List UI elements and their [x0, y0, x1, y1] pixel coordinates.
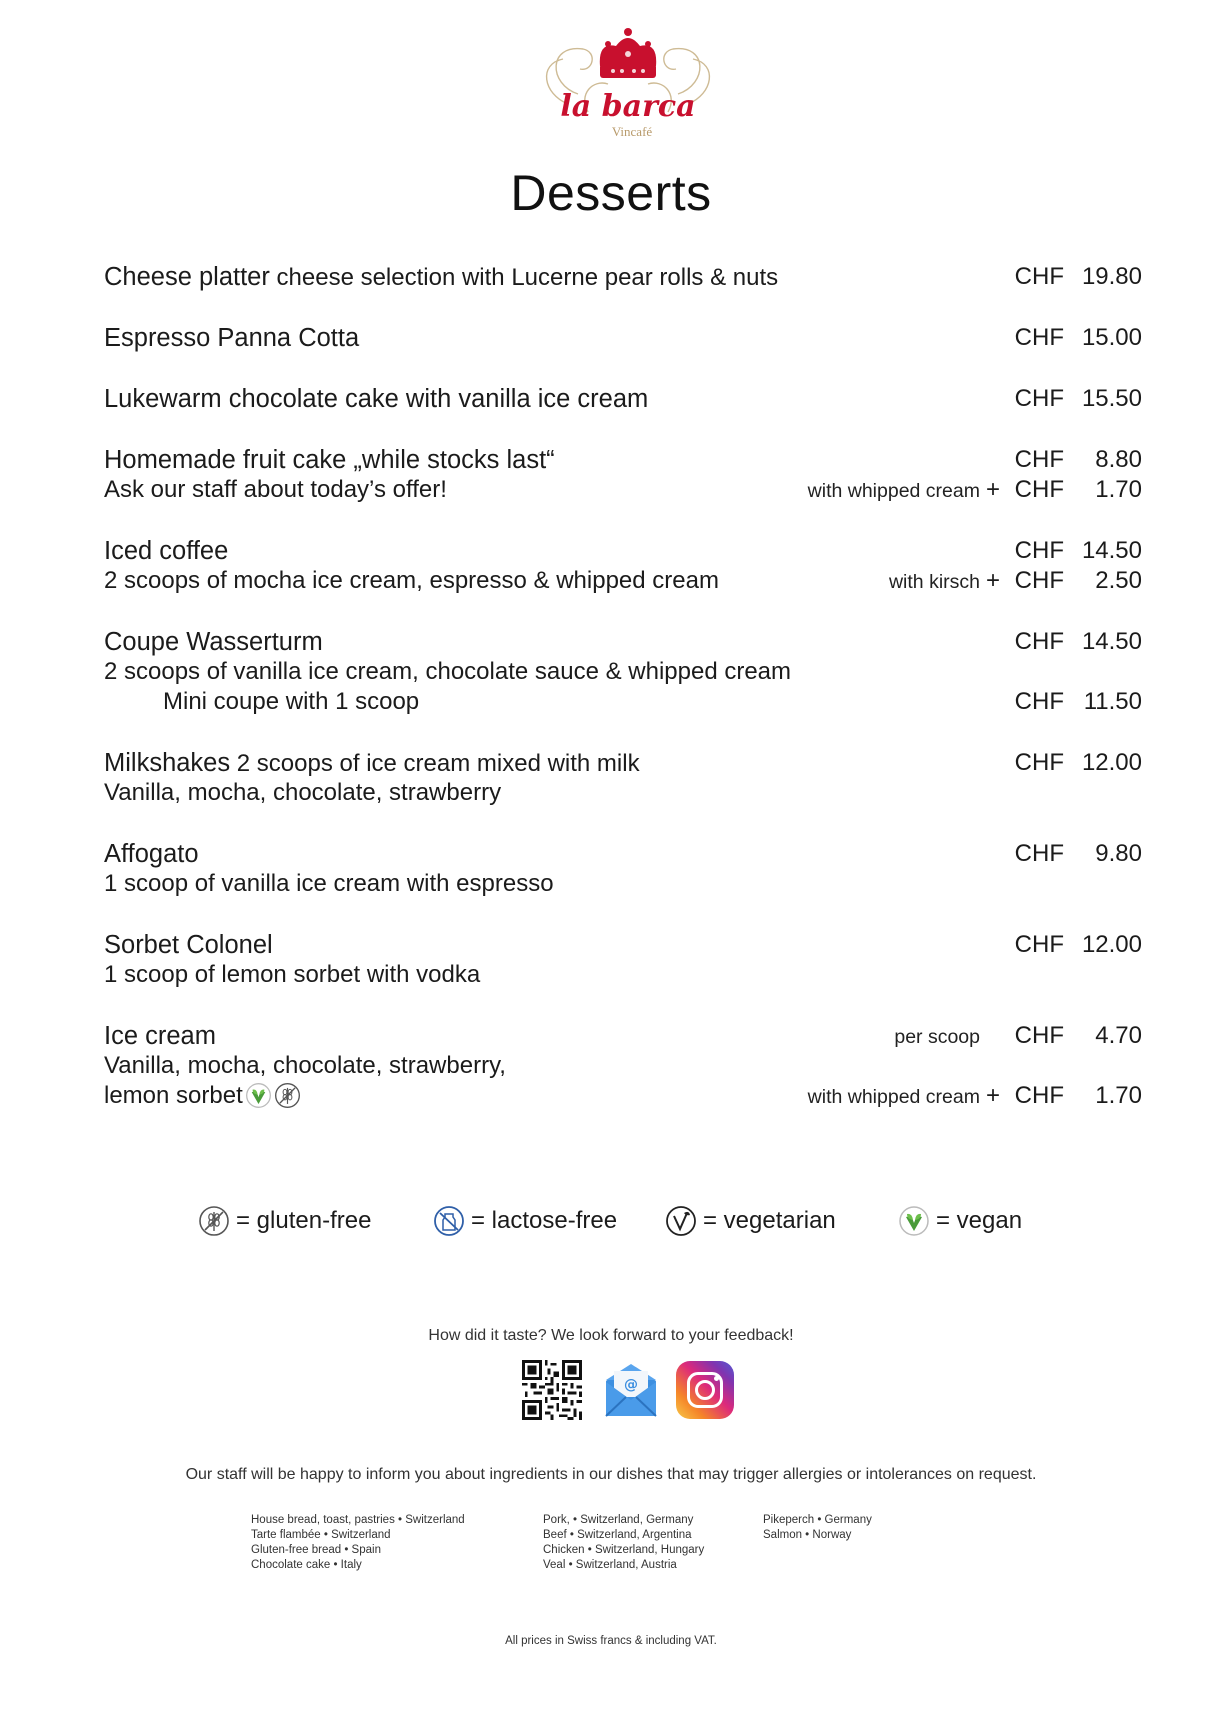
- menu-item-panna-cotta: [104, 323, 1142, 353]
- origin-line: Tarte flambée • Switzerland: [251, 1529, 391, 1541]
- legend-gluten-free: [198, 1205, 371, 1237]
- item-price: 12.00: [1081, 931, 1142, 958]
- extra-price: 1.70: [1095, 476, 1142, 503]
- extra-note: with kirsch: [888, 571, 980, 593]
- extra-plus: +: [985, 476, 1000, 503]
- item-price: 15.00: [1081, 324, 1142, 351]
- item-currency: CHF: [1014, 446, 1064, 473]
- item-variant: Mini coupe with 1 scoop: [163, 688, 420, 715]
- origin-line: Veal • Switzerland, Austria: [543, 1559, 677, 1571]
- item-price: 14.50: [1081, 628, 1142, 655]
- item-currency: CHF: [1014, 628, 1064, 655]
- extra-plus: +: [985, 1082, 1000, 1109]
- vegetarian-icon: [665, 1205, 697, 1237]
- origin-line: Pork, • Switzerland, Germany: [543, 1514, 694, 1526]
- origin-line: Beef • Switzerland, Argentina: [543, 1529, 692, 1541]
- item-description: Vanilla, mocha, chocolate, strawberry: [104, 779, 502, 806]
- feedback-links: [0, 1358, 1222, 1422]
- extra-note: with whipped cream: [807, 1086, 980, 1108]
- item-description-2: lemon sorbet: [104, 1082, 243, 1109]
- logo-subtext: Vincafé: [611, 124, 653, 139]
- legend-vegetarian: [665, 1205, 836, 1237]
- item-name: Affogato: [104, 840, 199, 868]
- item-description: 1 scoop of lemon sorbet with vodka: [104, 961, 481, 988]
- gluten-free-icon: [274, 1082, 301, 1109]
- extra-note: with whipped cream: [807, 480, 980, 502]
- item-note: per scoop: [894, 1026, 980, 1048]
- item-name: Ice cream: [104, 1022, 216, 1050]
- extra-currency: CHF: [1014, 567, 1064, 594]
- origin-line: Salmon • Norway: [763, 1529, 852, 1541]
- la-barca-logo: [538, 24, 718, 154]
- item-name: Cheese platter: [104, 263, 270, 291]
- item-name: Lukewarm chocolate cake with vanilla ice cream: [104, 385, 649, 413]
- item-price: 4.70: [1095, 1022, 1142, 1049]
- item-price: 14.50: [1081, 537, 1142, 564]
- menu-item-milkshakes: [104, 748, 1142, 808]
- menu-item-affogato: [104, 839, 1142, 899]
- feedback-text: How did it taste? We look forward to your feedback!: [428, 1327, 794, 1344]
- item-description: 2 scoops of vanilla ice cream, chocolate sauce & whipped cream: [104, 658, 792, 685]
- page-title: Desserts: [510, 165, 712, 221]
- item-currency: CHF: [1014, 931, 1064, 958]
- origins-column-2: [543, 1513, 704, 1573]
- item-currency: CHF: [1014, 537, 1064, 564]
- item-currency: CHF: [1014, 840, 1064, 867]
- vegan-icon: [245, 1082, 272, 1109]
- origins-column-1: [251, 1513, 465, 1573]
- legend-lactose-free: [433, 1205, 617, 1237]
- price-footer: All prices in Swiss francs & including VAT.: [505, 1635, 717, 1647]
- vegan-icon: [898, 1205, 930, 1237]
- item-name: Coupe Wasserturm: [104, 628, 323, 656]
- extra-price: 2.50: [1095, 567, 1142, 594]
- menu-item-chocolate-cake: [104, 384, 1142, 414]
- extra-currency: CHF: [1014, 1082, 1064, 1109]
- instagram-icon[interactable]: [676, 1361, 734, 1419]
- item-currency: CHF: [1014, 263, 1064, 290]
- origin-line: House bread, toast, pastries • Switzerland: [251, 1514, 465, 1526]
- email-icon[interactable]: [602, 1362, 660, 1420]
- menu-item-coupe-wasserturm: [104, 627, 1142, 717]
- dessert-menu: [104, 262, 1142, 1142]
- extra-currency: CHF: [1014, 476, 1064, 503]
- item-currency: CHF: [1014, 749, 1064, 776]
- item-price: 15.50: [1081, 385, 1142, 412]
- origin-line: Chocolate cake • Italy: [251, 1559, 362, 1571]
- item-currency: CHF: [1014, 1022, 1064, 1049]
- item-description: Vanilla, mocha, chocolate, strawberry,: [104, 1052, 506, 1079]
- origin-line: Pikeperch • Germany: [763, 1514, 872, 1526]
- item-description: 2 scoops of mocha ice cream, espresso & whipped cream: [104, 567, 719, 594]
- qr-code-icon[interactable]: [522, 1360, 582, 1420]
- lactose-free-icon: [433, 1205, 465, 1237]
- item-price: 8.80: [1095, 446, 1142, 473]
- legend-label: = lactose-free: [471, 1207, 618, 1234]
- svg-text:@: @: [624, 1377, 638, 1393]
- menu-item-sorbet-colonel: [104, 930, 1142, 990]
- menu-item-cheese-platter: [104, 262, 1142, 292]
- legend-label: = gluten-free: [236, 1207, 372, 1234]
- origins-column-3: [763, 1513, 872, 1543]
- menu-item-iced-coffee: [104, 536, 1142, 596]
- item-name: Espresso Panna Cotta: [104, 324, 360, 352]
- allergy-note: Our staff will be happy to inform you about ingredients in our dishes that may trigger allergies or intolerances on request.: [185, 1466, 1037, 1483]
- item-detail: 2 scoops of ice cream mixed with milk: [230, 750, 640, 777]
- item-currency: CHF: [1014, 385, 1064, 412]
- item-price: 9.80: [1095, 840, 1142, 867]
- variant-price: 11.50: [1083, 688, 1142, 715]
- logo-text: la barca: [560, 89, 696, 124]
- item-currency: CHF: [1014, 324, 1064, 351]
- dietary-legend: [0, 1205, 1222, 1245]
- origin-line: Gluten-free bread • Spain: [251, 1544, 381, 1556]
- variant-currency: CHF: [1014, 688, 1064, 715]
- legend-vegan: [898, 1205, 1022, 1237]
- item-name: Iced coffee: [104, 537, 229, 565]
- item-name: Sorbet Colonel: [104, 931, 273, 959]
- item-price: 12.00: [1081, 749, 1142, 776]
- item-name: Homemade fruit cake „while stocks last“: [104, 446, 555, 474]
- legend-label: = vegan: [936, 1207, 1023, 1234]
- extra-price: 1.70: [1095, 1082, 1142, 1109]
- item-description: Ask our staff about today’s offer!: [104, 476, 447, 503]
- menu-item-fruit-cake: [104, 445, 1142, 505]
- menu-item-ice-cream: [104, 1021, 1142, 1111]
- item-price: 19.80: [1081, 263, 1142, 290]
- origin-line: Chicken • Switzerland, Hungary: [543, 1544, 705, 1556]
- extra-plus: +: [985, 567, 1000, 594]
- gluten-free-icon: [198, 1205, 230, 1237]
- item-name: Milkshakes: [104, 749, 231, 777]
- legend-label: = vegetarian: [703, 1207, 836, 1234]
- item-detail: cheese selection with Lucerne pear rolls & nuts: [269, 264, 779, 291]
- item-description: 1 scoop of vanilla ice cream with espresso: [104, 870, 554, 897]
